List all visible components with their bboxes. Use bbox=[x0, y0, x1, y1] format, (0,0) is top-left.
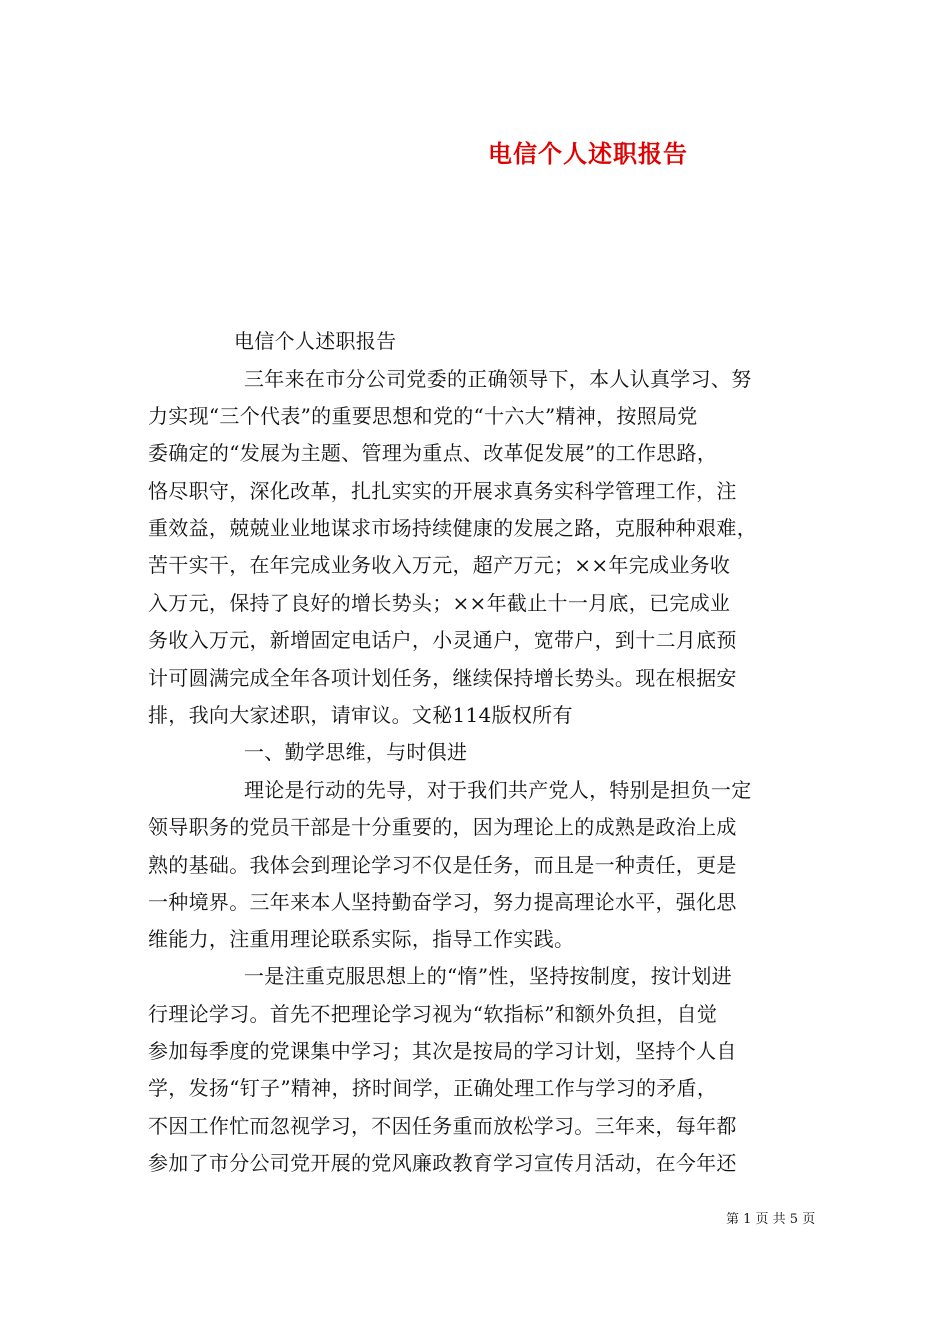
body-line: 入万元，保持了良好的增长势头；××年截止十一月底，已完成业 bbox=[148, 591, 731, 615]
page-title: 电信个人述职报告 bbox=[488, 139, 688, 168]
body-line: 重效益，兢兢业业地谋求市场持续健康的发展之路，克服种种艰难， bbox=[148, 516, 757, 540]
body-line: 学，发扬“钉子”精神，挤时间学，正确处理工作与学习的矛盾， bbox=[148, 1076, 718, 1100]
body-line: 务收入万元，新增固定电话户，小灵通户，宽带户，到十二月底预 bbox=[148, 628, 737, 652]
body-line: 参加每季度的党课集中学习；其次是按局的学习计划，坚持个人自 bbox=[148, 1039, 737, 1063]
body-line: 计可圆满完成全年各项计划任务，继续保持增长势头。现在根据安 bbox=[148, 666, 737, 690]
body-line: 领导职务的党员干部是十分重要的，因为理论上的成熟是政治上成 bbox=[148, 815, 737, 839]
body-line: 三年来在市分公司党委的正确领导下，本人认真学习、努 bbox=[244, 367, 752, 391]
body-line: 行理论学习。首先不把理论学习视为“软指标”和额外负担，自觉 bbox=[148, 1002, 718, 1026]
section-heading: 一、勤学思维，与时俱进 bbox=[244, 740, 468, 764]
body-line: 理论是行动的先导，对于我们共产党人，特别是担负一定 bbox=[244, 778, 752, 802]
body-line: 熟的基础。我体会到理论学习不仅是任务，而且是一种责任，更是 bbox=[148, 853, 737, 877]
page-number: 第 1 页 共 5 页 bbox=[726, 1212, 816, 1227]
body-line: 恪尽职守，深化改革，扎扎实实的开展求真务实科学管理工作，注 bbox=[148, 479, 737, 503]
body-line: 维能力，注重用理论联系实际，指导工作实践。 bbox=[148, 927, 575, 951]
body-line: 参加了市分公司党开展的党风廉政教育学习宣传月活动，在今年还 bbox=[148, 1151, 737, 1175]
body-line: 一是注重克服思想上的“惰”性，坚持按制度，按计划进 bbox=[244, 964, 732, 988]
body-line: 力实现“三个代表”的重要思想和党的“十六大”精神，按照局党 bbox=[148, 404, 698, 428]
body-line: 一种境界。三年来本人坚持勤奋学习，努力提高理论水平，强化思 bbox=[148, 890, 737, 914]
body-line: 电信个人述职报告 bbox=[234, 329, 397, 353]
body-line: 排，我向大家述职，请审议。文秘114版权所有 bbox=[148, 703, 573, 727]
body-line: 不因工作忙而忽视学习，不因任务重而放松学习。三年来，每年都 bbox=[148, 1114, 737, 1138]
body-line: 苦干实干，在年完成业务收入万元，超产万元；××年完成业务收 bbox=[148, 553, 731, 577]
body-line: 委确定的“发展为主题、管理为重点、改革促发展”的工作思路， bbox=[148, 441, 718, 465]
